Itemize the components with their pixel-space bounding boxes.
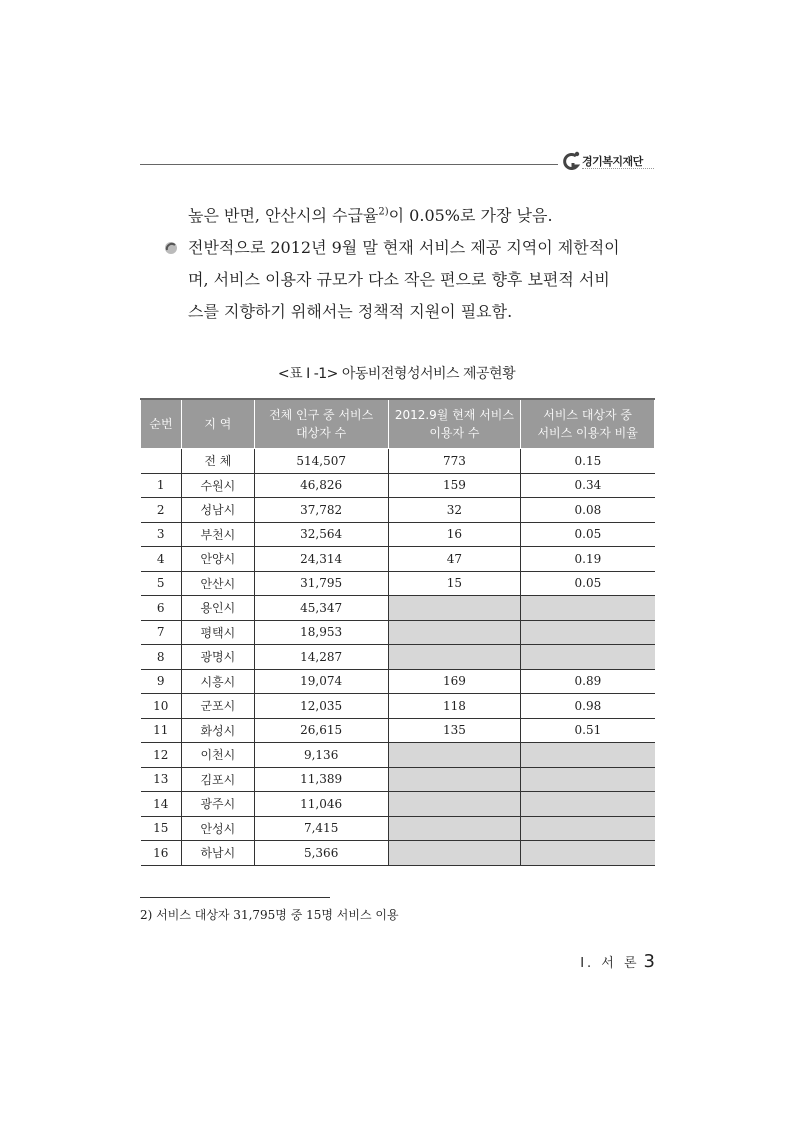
cell-ratio <box>521 620 655 645</box>
table-row <box>141 473 655 498</box>
column-header: 전체 인구 중 서비스 대상자 수 <box>254 399 388 449</box>
cell-population: 46,826 <box>254 473 388 498</box>
footnote-rule <box>140 897 330 898</box>
cell-no: 4 <box>141 547 182 572</box>
cell-no: 5 <box>141 571 182 596</box>
table-body <box>141 449 655 866</box>
cell-ratio: 0.34 <box>521 473 655 498</box>
cell-users <box>388 620 521 645</box>
column-header: 지 역 <box>181 399 254 449</box>
cell-ratio: 0.05 <box>521 571 655 596</box>
cell-no: 13 <box>141 767 182 792</box>
cell-users: 32 <box>388 498 521 523</box>
cell-users <box>388 596 521 621</box>
cell-ratio: 0.19 <box>521 547 655 572</box>
cell-no: 15 <box>141 816 182 841</box>
bullet-icon <box>164 241 178 255</box>
cell-ratio: 0.98 <box>521 694 655 719</box>
cell-ratio <box>521 645 655 670</box>
cell-population: 24,314 <box>254 547 388 572</box>
cell-ratio <box>521 792 655 817</box>
cell-users: 169 <box>388 669 521 694</box>
table-row <box>141 841 655 866</box>
cell-users: 16 <box>388 522 521 547</box>
table-row <box>141 620 655 645</box>
cell-no: 9 <box>141 669 182 694</box>
cell-population: 32,564 <box>254 522 388 547</box>
cell-population: 37,782 <box>254 498 388 523</box>
table-caption: <표 Ⅰ -1> 아동비전형성서비스 제공현황 <box>277 366 516 382</box>
table-row <box>141 596 655 621</box>
cell-no: 10 <box>141 694 182 719</box>
bullet-line-3: 스를 지향하기 위해서는 정책적 지원이 필요함. <box>188 302 513 321</box>
cell-region: 전 체 <box>181 449 254 474</box>
table-header-row <box>141 399 655 449</box>
cell-region: 광주시 <box>181 792 254 817</box>
cell-population: 14,287 <box>254 645 388 670</box>
org-name: 경기복지재단 <box>582 155 643 168</box>
section-label: Ⅰ. 서 론 <box>580 956 640 971</box>
cell-ratio: 0.05 <box>521 522 655 547</box>
cell-users <box>388 767 521 792</box>
cell-population: 19,074 <box>254 669 388 694</box>
cell-population: 45,347 <box>254 596 388 621</box>
cell-ratio: 0.89 <box>521 669 655 694</box>
table-row <box>141 694 655 719</box>
cell-ratio <box>521 596 655 621</box>
cell-ratio <box>521 816 655 841</box>
cell-ratio: 0.15 <box>521 449 655 474</box>
cell-no: 11 <box>141 718 182 743</box>
cell-region: 안양시 <box>181 547 254 572</box>
cell-no: 3 <box>141 522 182 547</box>
cell-users: 773 <box>388 449 521 474</box>
body-line-1: 높은 반면, 안산시의 수급율$^{2)}$이 0.05%로 가장 낮음. <box>188 206 553 225</box>
cell-users <box>388 841 521 866</box>
foundation-logo-icon <box>562 150 582 174</box>
cell-no <box>141 449 182 474</box>
table-row <box>141 792 655 817</box>
cell-no: 16 <box>141 841 182 866</box>
cell-users <box>388 816 521 841</box>
cell-region: 화성시 <box>181 718 254 743</box>
footnote-ref[interactable]: 2) <box>378 206 389 218</box>
footnote: 2) 서비스 대상자 31,795명 중 15명 서비스 이용 <box>140 908 399 922</box>
table-row <box>141 547 655 572</box>
cell-population: 11,389 <box>254 767 388 792</box>
cell-users: 135 <box>388 718 521 743</box>
table-row <box>141 669 655 694</box>
bullet-line-2: 며, 서비스 이용자 규모가 다소 작은 편으로 향후 보편적 서비 <box>188 270 610 289</box>
cell-population: 12,035 <box>254 694 388 719</box>
cell-no: 2 <box>141 498 182 523</box>
cell-no: 12 <box>141 743 182 768</box>
table-row <box>141 767 655 792</box>
table-row <box>141 498 655 523</box>
cell-ratio: 0.51 <box>521 718 655 743</box>
cell-region: 하남시 <box>181 841 254 866</box>
cell-region: 군포시 <box>181 694 254 719</box>
page-number: 3 <box>643 951 655 972</box>
table-row <box>141 743 655 768</box>
cell-population: 11,046 <box>254 792 388 817</box>
cell-ratio: 0.08 <box>521 498 655 523</box>
cell-no: 8 <box>141 645 182 670</box>
cell-no: 14 <box>141 792 182 817</box>
cell-region: 용인시 <box>181 596 254 621</box>
cell-users <box>388 792 521 817</box>
cell-users: 15 <box>388 571 521 596</box>
cell-no: 6 <box>141 596 182 621</box>
cell-region: 부천시 <box>181 522 254 547</box>
cell-users: 118 <box>388 694 521 719</box>
table-row <box>141 816 655 841</box>
cell-region: 이천시 <box>181 743 254 768</box>
cell-no: 7 <box>141 620 182 645</box>
cell-region: 광명시 <box>181 645 254 670</box>
cell-population: 9,136 <box>254 743 388 768</box>
cell-users <box>388 743 521 768</box>
service-status-table <box>140 398 655 866</box>
table-row <box>141 522 655 547</box>
cell-region: 안성시 <box>181 816 254 841</box>
cell-region: 평택시 <box>181 620 254 645</box>
cell-region: 수원시 <box>181 473 254 498</box>
cell-population: 7,415 <box>254 816 388 841</box>
column-header: 순번 <box>141 399 182 449</box>
cell-region: 시흥시 <box>181 669 254 694</box>
page-footer <box>580 951 655 972</box>
cell-population: 514,507 <box>254 449 388 474</box>
column-header: 2012.9월 현재 서비스 이용자 수 <box>388 399 521 449</box>
table-row <box>141 449 655 474</box>
org-logo <box>560 150 660 176</box>
cell-region: 성남시 <box>181 498 254 523</box>
table-row <box>141 571 655 596</box>
table-row <box>141 718 655 743</box>
cell-users <box>388 645 521 670</box>
table-row <box>141 645 655 670</box>
cell-ratio <box>521 841 655 866</box>
cell-population: 5,366 <box>254 841 388 866</box>
cell-population: 26,615 <box>254 718 388 743</box>
cell-population: 31,795 <box>254 571 388 596</box>
cell-no: 1 <box>141 473 182 498</box>
cell-ratio <box>521 767 655 792</box>
cell-population: 18,953 <box>254 620 388 645</box>
header-rule <box>140 164 558 165</box>
cell-users: 159 <box>388 473 521 498</box>
cell-region: 안산시 <box>181 571 254 596</box>
cell-region: 김포시 <box>181 767 254 792</box>
cell-ratio <box>521 743 655 768</box>
column-header: 서비스 대상자 중 서비스 이용자 비율 <box>521 399 655 449</box>
bullet-line-1: 전반적으로 2012년 9월 말 현재 서비스 제공 지역이 제한적이 <box>188 238 620 257</box>
cell-users: 47 <box>388 547 521 572</box>
logo-subtitle-line <box>582 168 654 171</box>
